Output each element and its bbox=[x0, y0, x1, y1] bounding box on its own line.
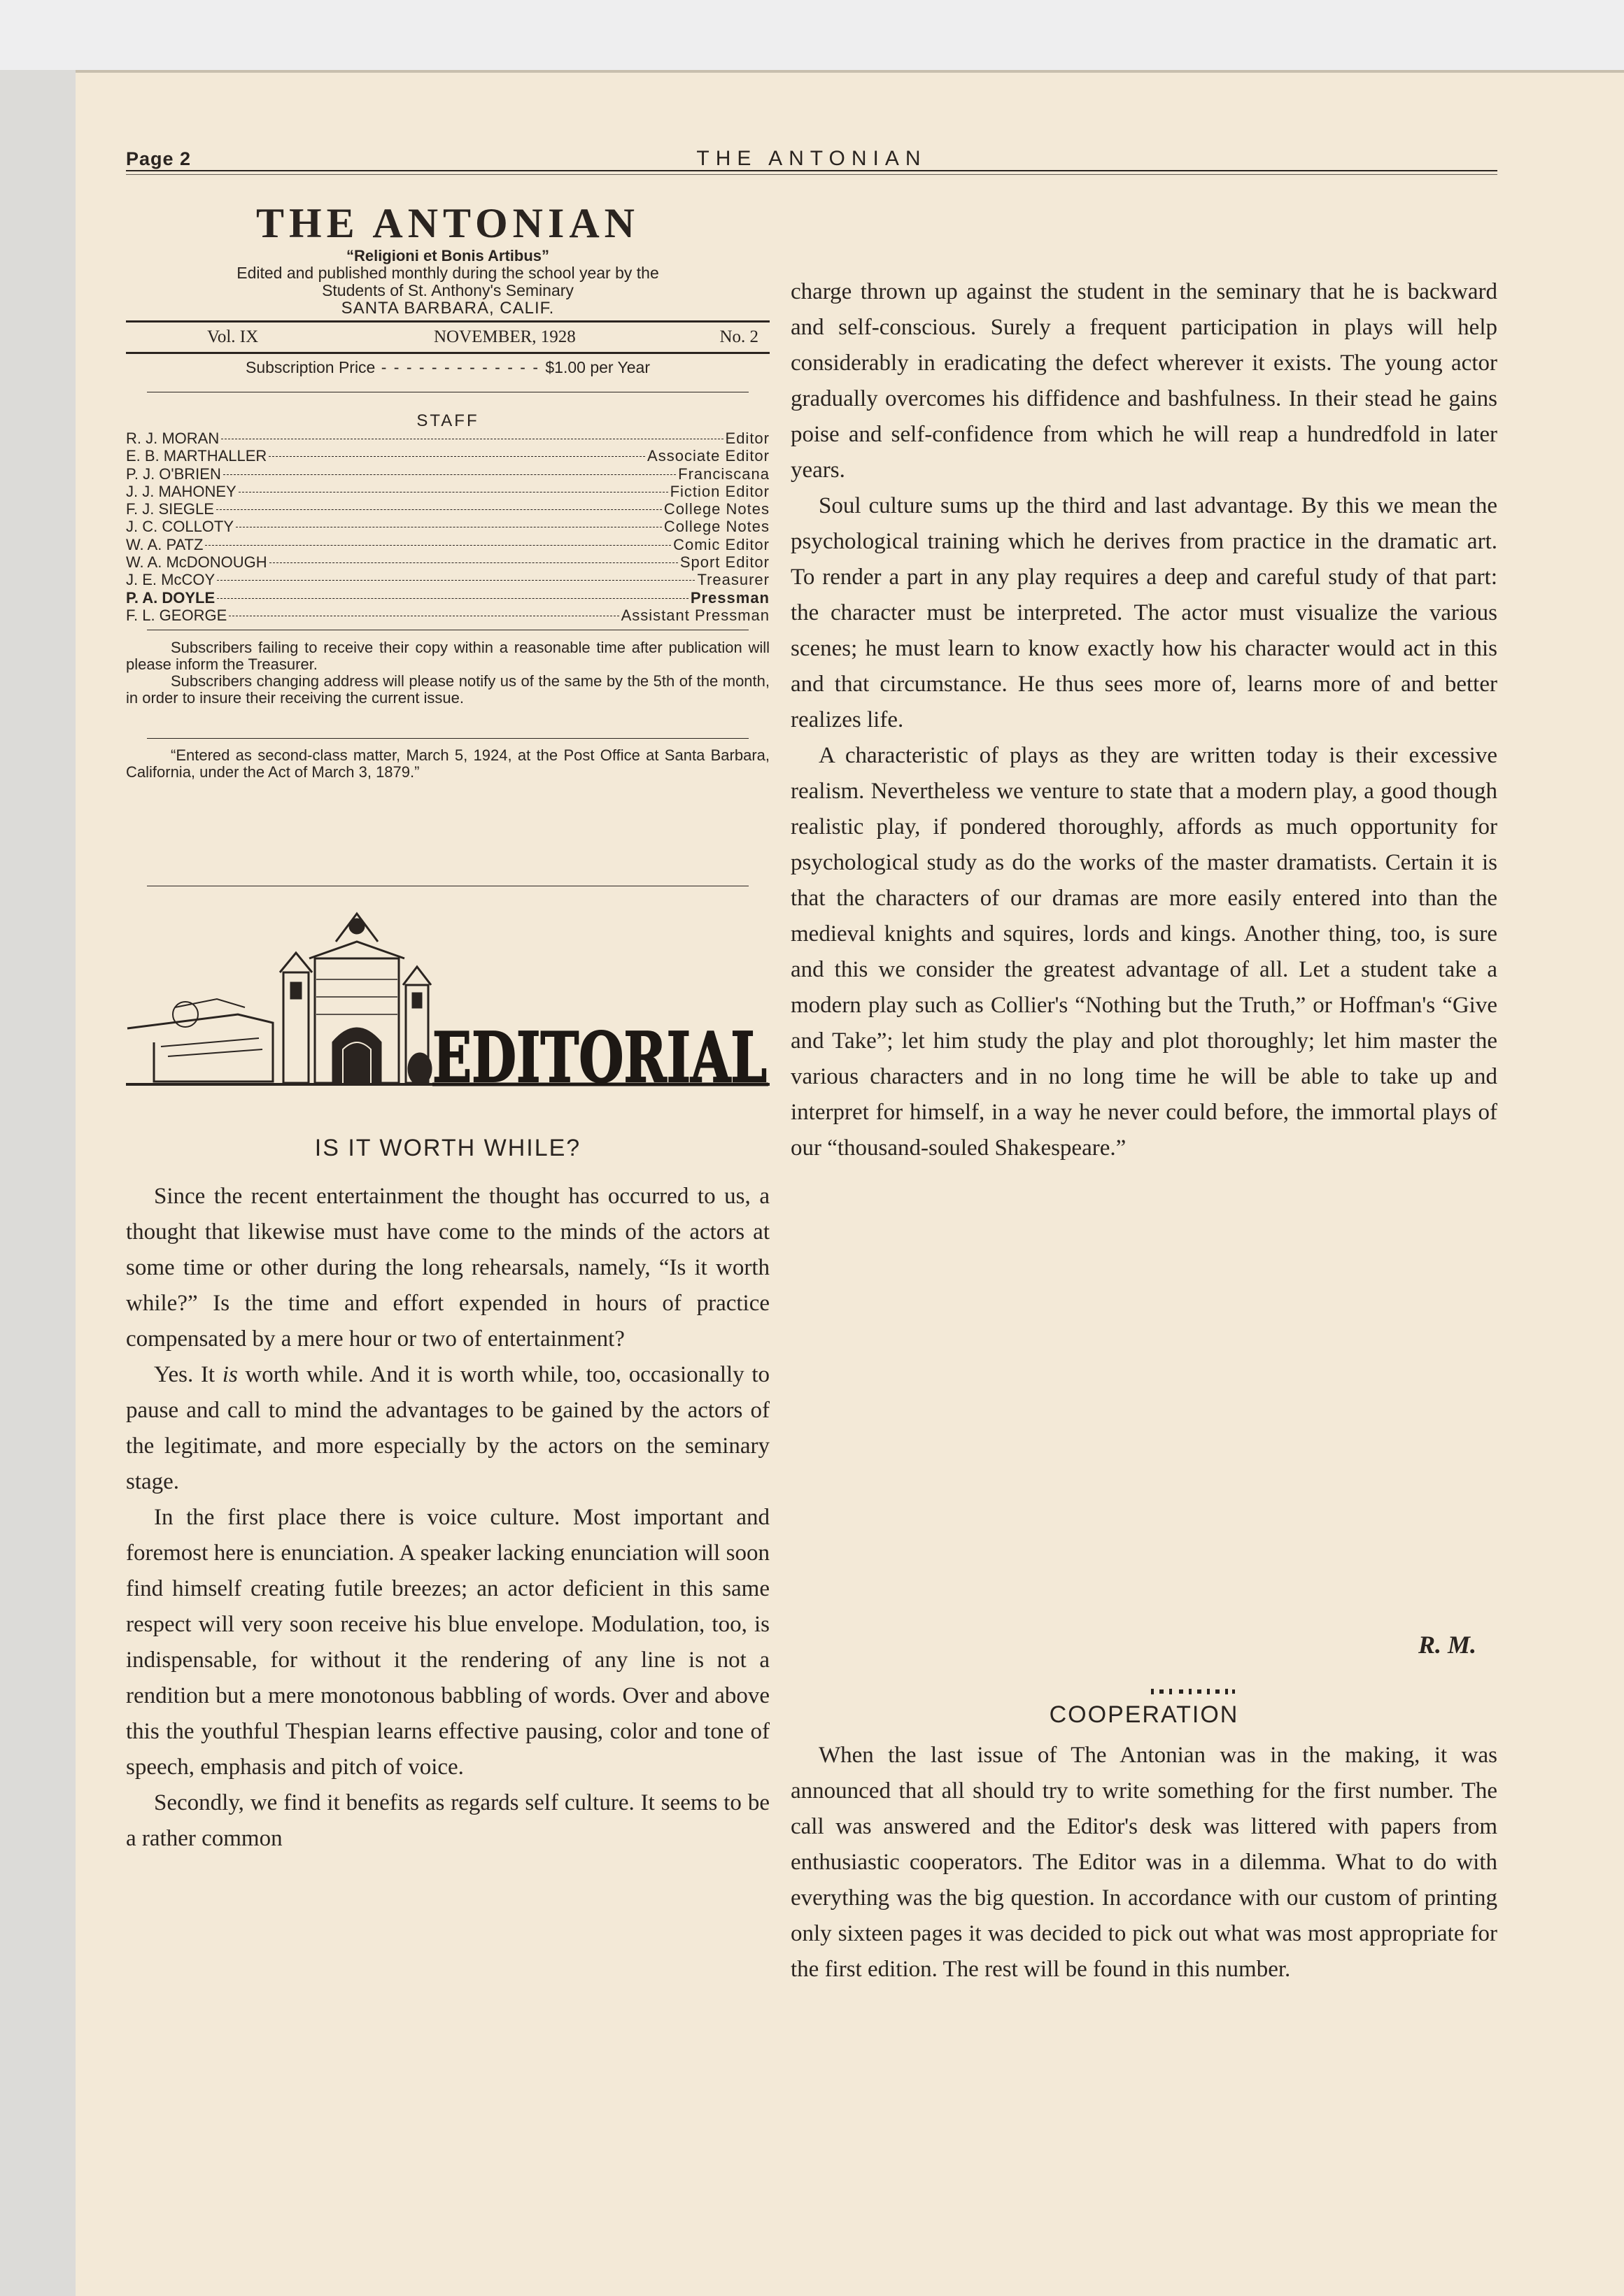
staff-name: P. J. O'BRIEN bbox=[126, 465, 221, 483]
staff-name: R. J. MORAN bbox=[126, 430, 220, 447]
notice-address: Subscribers changing address will please notify us of the same by the 5th of the month, in order to insure their receiving the current issue. bbox=[126, 672, 770, 707]
volume-rule bbox=[126, 352, 770, 354]
subscription-value: $1.00 per Year bbox=[545, 358, 651, 376]
editorial-banner bbox=[126, 909, 770, 1105]
worth-while-paragraph-6: A characteristic of plays as they are written today is their excessive realism. Nevertheless we venture to state that a modern play, a good though realistic play, if pondered thoroughly, affords as much opportunity for psychological study as do the works of the master dramatists. Certain it is that the characters of our dramas are more easily entered into than the medieval knights and squires, lords and kings. Another thing, too, is sure and this we consider the greatest advantage of all. Let a student take a modern play such as Collier's “Nothing but the Truth,” or Hoffman's “Give and Take”; let him study the play and plot thoroughly; let him master the various characters and in no long time he will be able to take up and interpret for himself, in a way he never could before, the immortal plays of our “thousand-souled Shakespeare.” bbox=[791, 743, 1497, 1161]
staff-position: Assistant Pressman bbox=[621, 606, 770, 624]
staff-name: J. J. MAHONEY bbox=[126, 482, 236, 500]
staff-leader-dots bbox=[216, 509, 662, 510]
running-head bbox=[126, 146, 1497, 173]
article-heading-worth-while: IS IT WORTH WHILE? bbox=[314, 1135, 581, 1161]
staff-leader-dots bbox=[223, 474, 676, 475]
notice-failing: Subscribers failing to receive their copy within a reasonable time after publication will please inform the Treasurer. bbox=[126, 639, 770, 673]
staff-row bbox=[126, 607, 770, 624]
volume-row bbox=[126, 327, 770, 348]
staff-name: E. B. MARTHALLER bbox=[126, 447, 267, 465]
staff-row bbox=[126, 430, 770, 447]
worth-while-paragraph-1: Since the recent entertainment the thought has occurred to us, a thought that likewise must have come to the minds of the actors at some time or other during the long rehearsals, namely, “Is it worth while?” Is the time and effort expended in hours of practice compensated by a mere hour or two of entertainment? bbox=[126, 1184, 770, 1352]
staff-name: P. A. DOYLE bbox=[126, 588, 216, 607]
staff-position: College Notes bbox=[663, 500, 770, 518]
article-signature: R. M. bbox=[1418, 1631, 1476, 1659]
staff-row bbox=[126, 536, 770, 553]
article-heading-cooperation: COOPERATION bbox=[1049, 1701, 1239, 1728]
staff-list bbox=[126, 430, 770, 624]
article-worth-while-column-2 bbox=[791, 274, 1497, 1166]
staff-position: Associate Editor bbox=[647, 447, 770, 465]
subscription-price: Subscription Price - - - - - - - - - - - - - $1.00 per Year bbox=[245, 358, 651, 376]
volume: Vol. IX bbox=[207, 327, 259, 346]
cooperation-paragraph-1: When the last issue of The Antonian was in the making, it was announced that all should try to write something for the first number. The call was answered and the Editor's desk was littered with papers from enthusiastic cooperators. The Editor was in a dilemma. What to do with everything was the big question. In accordance with our custom of printing only sixteen pages it was decided to pick out what was most appropriate for the first edition. The rest will be found in this number. bbox=[791, 1743, 1497, 1982]
worth-while-p2-emphasis: is bbox=[222, 1362, 238, 1387]
section-ornament bbox=[1151, 1687, 1235, 1696]
staff-row bbox=[126, 447, 770, 465]
worth-while-p2-start: Yes. It bbox=[154, 1362, 223, 1387]
scan-background-left bbox=[0, 70, 76, 2296]
entry-notice bbox=[126, 747, 770, 781]
staff-position: Sport Editor bbox=[679, 553, 770, 572]
staff-leader-dots bbox=[217, 598, 689, 599]
running-head-rule-thin bbox=[126, 174, 1497, 175]
page-number: Page 2 bbox=[126, 148, 192, 169]
worth-while-paragraph-3: In the first place there is voice culture. Most important and foremost here is enunciation. A speaker lacking enunciation will soon find himself creating futile breezes; an actor deficient in this same respect will very soon receive his blue envelope. Modulation, too, is indispensable, for without it the rendering of any line is not a rendition but a mere monotonous babbling of words. Over and above this the youthful Thespian learns effective pausing, color and tone of speech, emphasis and pitch of voice. bbox=[126, 1505, 770, 1780]
staff-heading: STAFF bbox=[416, 411, 479, 430]
staff-leader-dots bbox=[269, 562, 678, 563]
staff-position: Franciscana bbox=[678, 465, 770, 483]
worth-while-p2-end: worth while. And it is worth while, too, occasionally to pause and call to mind the advantages to be gained by the actors of the legitimate, and more especially by the actors on the seminary stage. bbox=[126, 1362, 770, 1494]
staff-row bbox=[126, 465, 770, 483]
staff-row bbox=[126, 589, 770, 607]
worth-while-paragraph-2 bbox=[126, 1357, 770, 1500]
staff-row bbox=[126, 571, 770, 588]
staff-row bbox=[126, 518, 770, 535]
masthead-line-1: Edited and published monthly during the school year by the bbox=[236, 264, 659, 282]
masthead-title: THE ANTONIAN bbox=[255, 200, 640, 246]
running-title: THE ANTONIAN bbox=[696, 147, 927, 170]
staff-position: Editor bbox=[725, 430, 770, 447]
notice-rule bbox=[147, 738, 749, 739]
staff-row bbox=[126, 553, 770, 571]
subscriber-notice bbox=[126, 639, 770, 707]
subscription-label: Subscription Price bbox=[245, 358, 376, 376]
staff-name: F. L. GEORGE bbox=[126, 606, 227, 624]
staff-position: Treasurer bbox=[697, 571, 770, 589]
staff-position: College Notes bbox=[663, 518, 770, 536]
article-worth-while-column-1 bbox=[126, 1179, 770, 1857]
masthead-line-3: SANTA BARBARA, CALIF. bbox=[341, 299, 555, 318]
masthead-line-2: Students of St. Anthony's Seminary bbox=[322, 281, 574, 299]
staff-name: W. A. PATZ bbox=[126, 535, 204, 553]
masthead-rule bbox=[126, 320, 770, 323]
staff-leader-dots bbox=[269, 456, 645, 457]
staff-name: J. C. COLLOTY bbox=[126, 518, 234, 536]
staff-name: F. J. SIEGLE bbox=[126, 500, 214, 518]
running-head-rule bbox=[126, 170, 1497, 171]
staff-row bbox=[126, 500, 770, 518]
staff-name: J. E. McCOY bbox=[126, 571, 216, 589]
staff-name: W. A. McDONOUGH bbox=[126, 553, 267, 572]
worth-while-paragraph-5: Soul culture sums up the third and last advantage. By this we mean the psychological training which he derives from practice in the dramatic art. To render a part in any play requires a deep and careful study of that part: the character must be interpreted. The actor must visualize the various scenes; he must learn to know exactly how his character would act in this and that circumstance. He thus sees more of, learns more of and better realizes life. bbox=[791, 493, 1497, 732]
staff-position: Fiction Editor bbox=[670, 482, 770, 500]
scan-background-top bbox=[0, 0, 1624, 70]
worth-while-paragraph-4-continued: charge thrown up against the student in the seminary that he is backward and self-conscious. Surely a frequent participation in plays will help considerably in eradicating the defect wherever it exists. The young actor gradually overcomes his diffidence and bashfulness. In their stead he gains poise and self-confidence from which he will reap a hundredfold in later years. bbox=[791, 279, 1497, 483]
staff-leader-dots bbox=[217, 580, 695, 581]
staff-position: Pressman bbox=[690, 588, 770, 607]
issue-date: NOVEMBER, 1928 bbox=[434, 327, 576, 346]
entry-notice-text: “Entered as second-class matter, March 5, 1924, at the Post Office at Santa Barbara, California, under the Act of March 3, 1879.” bbox=[126, 746, 770, 781]
issue-number: No. 2 bbox=[719, 327, 758, 346]
article-cooperation-body bbox=[791, 1738, 1497, 1987]
editorial-banner-title: EDITORIAL bbox=[432, 1018, 767, 1098]
staff-leader-dots bbox=[205, 545, 671, 546]
staff-position: Comic Editor bbox=[673, 535, 770, 553]
masthead-motto: “Religioni et Bonis Artibus” bbox=[346, 247, 550, 264]
worth-while-paragraph-4: Secondly, we find it benefits as regards self culture. It seems to be a rather common bbox=[126, 1790, 770, 1851]
staff-row bbox=[126, 483, 770, 500]
